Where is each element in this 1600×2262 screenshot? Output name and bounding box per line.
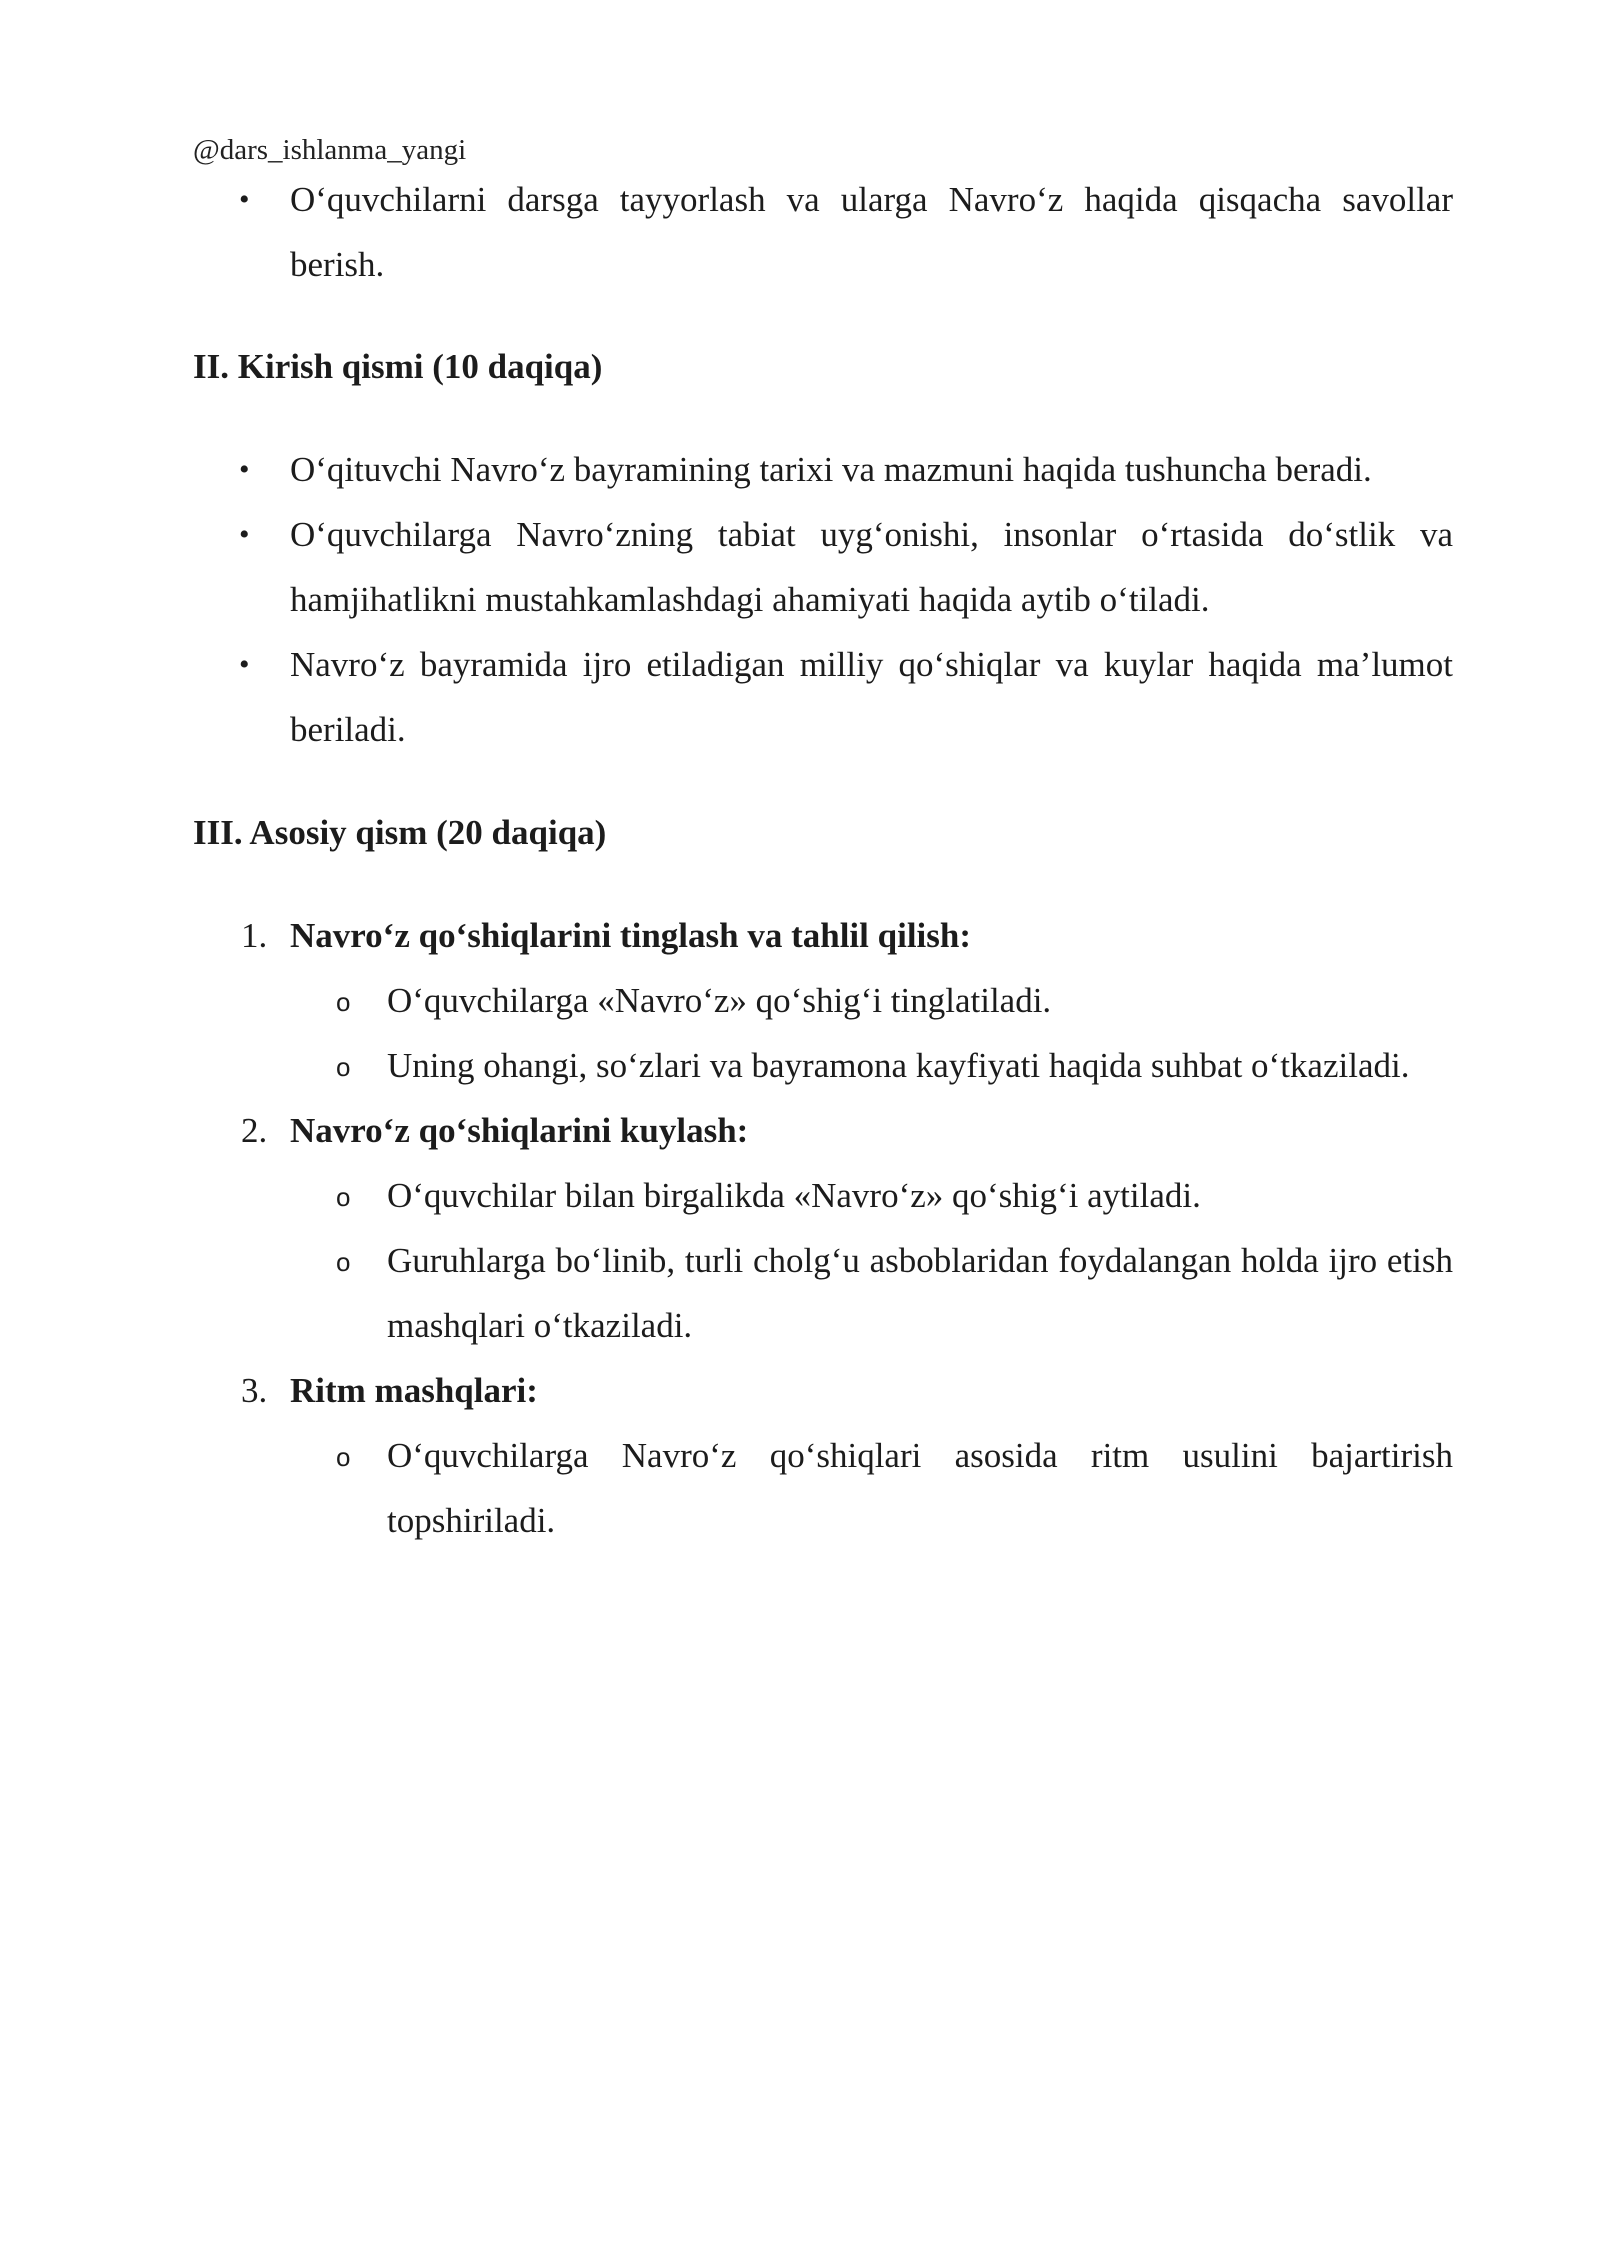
numbered-item [193,903,1453,1098]
circle-bullet-icon: o [336,1442,351,1472]
numbered-item-title: Navro‘z qo‘shiqlarini kuylash: [290,1111,749,1150]
sub-list-item [290,1228,1453,1358]
circle-bullet-icon: o [336,1182,351,1212]
circle-bullet-icon: o [336,1247,351,1277]
document-body [193,167,1453,1553]
sub-list-item [290,1423,1453,1553]
circle-bullet-icon: o [336,987,351,1017]
sub-list-item-text: O‘quvchilarga Navro‘z qo‘shiqlari asosida ritm usulini bajartirish topshiriladi. [387,1436,1453,1540]
bullet-icon: • [239,648,250,681]
numbered-item-title: Navro‘z qo‘shiqlarini tinglash va tahlil qilish: [290,916,972,955]
intro-bullet-list [193,167,1453,297]
bullet-icon: • [239,453,250,486]
list-item [193,437,1453,502]
section-heading-asosiy: III. Asosiy qism (20 daqiqa) [193,813,607,852]
sub-list-item-text: Uning ohangi, so‘zlari va bayramona kayfiyati haqida suhbat o‘tkaziladi. [387,1046,1410,1085]
list-item [193,632,1453,762]
sub-list-item-text: Guruhlarga bo‘linib, turli cholg‘u asboblaridan foydalangan holda ijro etish mashqlari o‘tkaziladi. [387,1241,1453,1345]
sub-list-item-text: O‘quvchilar bilan birgalikda «Navro‘z» qo‘shig‘i aytiladi. [387,1176,1201,1215]
kirish-bullet-list [193,437,1453,762]
list-item [193,167,1453,297]
list-item-text: O‘qituvchi Navro‘z bayramining tarixi va mazmuni haqida tushuncha beradi. [290,450,1372,489]
list-item [193,502,1453,632]
section-heading-kirish: II. Kirish qismi (10 daqiqa) [193,347,603,386]
sub-list [290,1163,1453,1358]
item-number: 3. [241,1371,268,1410]
numbered-item [193,1098,1453,1358]
list-item-text: O‘quvchilarni darsga tayyorlash va ularga Navro‘z haqida qisqacha savollar berish. [290,180,1453,284]
sub-list-item [290,1163,1453,1228]
sub-list-item [290,1033,1453,1098]
item-number: 1. [241,916,268,955]
list-item-text: O‘quvchilarga Navro‘zning tabiat uyg‘onishi, insonlar o‘rtasida do‘stlik va hamjihatlikni mustahkamlashdagi ahamiyati haqida aytib o‘tiladi. [290,515,1453,619]
numbered-item-title: Ritm mashqlari: [290,1371,538,1410]
asosiy-numbered-list [193,903,1453,1553]
sub-list [290,1423,1453,1553]
sub-list-item [290,968,1453,1033]
sub-list [290,968,1453,1098]
sub-list-item-text: O‘quvchilarga «Navro‘z» qo‘shig‘i tinglatiladi. [387,981,1052,1020]
numbered-item [193,1358,1453,1553]
circle-bullet-icon: o [336,1052,351,1082]
watermark-handle: @dars_ishlanma_yangi [193,134,467,166]
list-item-text: Navro‘z bayramida ijro etiladigan milliy qo‘shiqlar va kuylar haqida ma’lumot beriladi. [290,645,1453,749]
item-number: 2. [241,1111,268,1150]
bullet-icon: • [239,518,250,551]
bullet-icon: • [239,183,250,216]
